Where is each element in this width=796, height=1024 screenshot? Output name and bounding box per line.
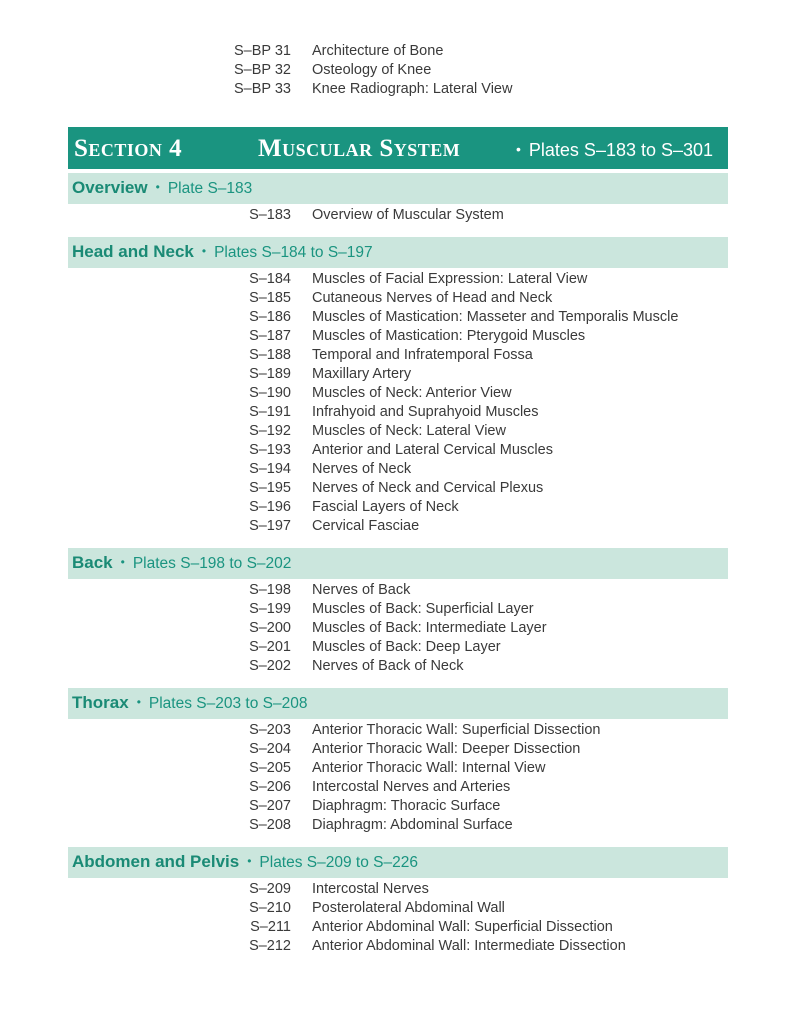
subsection-name: Overview — [72, 178, 148, 197]
plate-code: S–197 — [249, 518, 291, 534]
toc-entry — [0, 61, 796, 80]
section-banner — [68, 127, 728, 169]
toc-entry — [0, 638, 796, 657]
toc-entry — [0, 80, 796, 99]
plate-list — [0, 206, 796, 225]
plate-code: S–BP 31 — [234, 43, 291, 59]
plate-title: Diaphragm: Abdominal Surface — [312, 817, 513, 833]
plate-title: Knee Radiograph: Lateral View — [312, 81, 513, 97]
plate-title: Posterolateral Abdominal Wall — [312, 900, 505, 916]
plate-title: Overview of Muscular System — [312, 207, 504, 223]
section-plates-range: Plates S–183 to S–301 — [528, 140, 714, 160]
plate-title: Nerves of Neck and Cervical Plexus — [312, 480, 544, 496]
plate-code: S–195 — [249, 480, 291, 496]
separator-dot: • — [201, 244, 207, 258]
plate-list — [0, 270, 796, 536]
plate-title: Nerves of Back of Neck — [312, 658, 464, 674]
toc-entry — [0, 778, 796, 797]
subsection-title — [72, 852, 418, 872]
subsection-plates-range: Plates S–198 to S–202 — [132, 555, 292, 572]
toc-entry — [0, 937, 796, 956]
plate-code: S–206 — [249, 779, 291, 795]
plate-title: Muscles of Back: Deep Layer — [312, 639, 501, 655]
section-name: Muscular System — [258, 135, 461, 162]
subsection-plates — [194, 244, 373, 261]
plate-code: S–208 — [249, 817, 291, 833]
plate-code: S–190 — [249, 385, 291, 401]
toc-entry — [0, 657, 796, 676]
plate-title: Temporal and Infratemporal Fossa — [312, 347, 533, 363]
subsection-title — [72, 242, 373, 262]
plate-code: S–191 — [249, 404, 291, 420]
plate-code: S–186 — [249, 309, 291, 325]
separator-dot: • — [516, 141, 521, 157]
toc-entry — [0, 289, 796, 308]
plate-title: Intercostal Nerves — [312, 881, 429, 897]
toc-entry — [0, 403, 796, 422]
plate-title: Anterior Thoracic Wall: Deeper Dissection — [312, 741, 581, 757]
subsection-plates-range: Plates S–203 to S–208 — [148, 695, 308, 712]
toc-entry — [0, 308, 796, 327]
plate-code: S–194 — [249, 461, 291, 477]
separator-dot: • — [155, 180, 160, 194]
toc-entry — [0, 384, 796, 403]
toc-entry — [0, 816, 796, 835]
toc-entry — [0, 327, 796, 346]
subsection-name: Abdomen and Pelvis — [72, 852, 240, 871]
plate-code: S–207 — [249, 798, 291, 814]
toc-entry — [0, 365, 796, 384]
plate-code: S–199 — [249, 601, 291, 617]
plate-title: Diaphragm: Thoracic Surface — [312, 798, 501, 814]
previous-section-entries — [0, 42, 796, 99]
plate-code: S–198 — [249, 582, 291, 598]
plate-code: S–184 — [249, 271, 291, 287]
subsection-plates-range: Plates S–184 to S–197 — [214, 244, 373, 261]
subsection-heading — [68, 237, 728, 268]
subsection-name: Head and Neck — [72, 242, 194, 261]
plate-title: Osteology of Knee — [312, 62, 432, 78]
toc-entry — [0, 422, 796, 441]
toc-entry — [0, 740, 796, 759]
plate-list — [0, 721, 796, 835]
plate-code: S–202 — [249, 658, 291, 674]
plate-code: S–192 — [249, 423, 291, 439]
toc-entry — [0, 600, 796, 619]
plate-code: S–209 — [249, 881, 291, 897]
plate-title: Muscles of Mastication: Pterygoid Muscles — [312, 328, 586, 344]
plate-code: S–BP 32 — [234, 62, 291, 78]
toc-entry — [0, 721, 796, 740]
toc-entry — [0, 42, 796, 61]
plate-list — [0, 581, 796, 676]
subsection-name: Back — [72, 553, 113, 572]
subsection-plates — [113, 555, 292, 572]
plate-code: S–BP 33 — [234, 81, 291, 97]
toc-entry — [0, 759, 796, 778]
plate-code: S–187 — [249, 328, 291, 344]
subsection-title — [72, 553, 291, 573]
plate-code: S–200 — [249, 620, 291, 636]
plate-code: S–183 — [249, 207, 291, 223]
toc-entry — [0, 479, 796, 498]
plate-code: S–193 — [249, 442, 291, 458]
plate-list — [0, 880, 796, 956]
subsection-plates — [129, 695, 308, 712]
plate-title: Muscles of Back: Intermediate Layer — [312, 620, 547, 636]
subsection-plates-range: Plates S–209 to S–226 — [259, 854, 418, 871]
plate-title: Maxillary Artery — [312, 366, 412, 382]
separator-dot: • — [247, 854, 252, 868]
separator-dot: • — [120, 555, 125, 569]
toc-entry — [0, 517, 796, 536]
plate-title: Anterior Thoracic Wall: Superficial Dissection — [312, 722, 601, 738]
plate-title: Anterior Abdominal Wall: Superficial Dissection — [312, 919, 613, 935]
plate-title: Cervical Fasciae — [312, 518, 420, 534]
plate-title: Muscles of Neck: Anterior View — [312, 385, 512, 401]
subsection-title — [72, 693, 307, 713]
subsection-heading — [68, 847, 728, 878]
plate-title: Fascial Layers of Neck — [312, 499, 459, 515]
subsection-name: Thorax — [72, 693, 129, 712]
plate-title: Anterior Abdominal Wall: Intermediate Dissection — [312, 938, 626, 954]
plate-title: Architecture of Bone — [312, 43, 444, 59]
plate-code: S–205 — [249, 760, 291, 776]
toc-entry — [0, 441, 796, 460]
subsection-plates-range: Plate S–183 — [167, 180, 253, 197]
toc-entry — [0, 346, 796, 365]
toc-entry — [0, 619, 796, 638]
plate-code: S–188 — [249, 347, 291, 363]
subsection-heading — [68, 548, 728, 579]
plate-code: S–203 — [249, 722, 291, 738]
toc-entry — [0, 270, 796, 289]
plate-code: S–212 — [249, 938, 291, 954]
plate-title: Intercostal Nerves and Arteries — [312, 779, 511, 795]
section-plates — [508, 140, 713, 161]
plate-code: S–211 — [250, 919, 291, 935]
toc-entry — [0, 797, 796, 816]
plate-title: Muscles of Back: Superficial Layer — [312, 601, 534, 617]
plate-title: Anterior Thoracic Wall: Internal View — [312, 760, 546, 776]
plate-code: S–196 — [249, 499, 291, 515]
plate-title: Cutaneous Nerves of Head and Neck — [312, 290, 553, 306]
toc-entry — [0, 206, 796, 225]
toc-entry — [0, 899, 796, 918]
separator-dot: • — [136, 695, 141, 709]
toc-entry — [0, 918, 796, 937]
plate-title: Nerves of Back — [312, 582, 411, 598]
plate-title: Nerves of Neck — [312, 461, 412, 477]
toc-entry — [0, 498, 796, 517]
toc-entry — [0, 880, 796, 899]
subsection-plates — [148, 180, 253, 197]
section-number: Section 4 — [74, 135, 183, 162]
plate-title: Infrahyoid and Suprahyoid Muscles — [312, 404, 539, 420]
subsection-plates — [239, 854, 418, 871]
plate-code: S–189 — [249, 366, 291, 382]
plate-title: Muscles of Mastication: Masseter and Temporalis Muscle — [312, 309, 679, 325]
subsection-heading — [68, 688, 728, 719]
plate-title: Anterior and Lateral Cervical Muscles — [312, 442, 553, 458]
plate-code: S–201 — [249, 639, 291, 655]
plate-code: S–204 — [249, 741, 291, 757]
subsection-title — [72, 178, 252, 198]
plate-title: Muscles of Facial Expression: Lateral View — [312, 271, 588, 287]
plate-code: S–185 — [249, 290, 291, 306]
subsection-heading — [68, 173, 728, 204]
toc-entry — [0, 581, 796, 600]
toc-entry — [0, 460, 796, 479]
plate-code: S–210 — [249, 900, 291, 916]
plate-title: Muscles of Neck: Lateral View — [312, 423, 506, 439]
